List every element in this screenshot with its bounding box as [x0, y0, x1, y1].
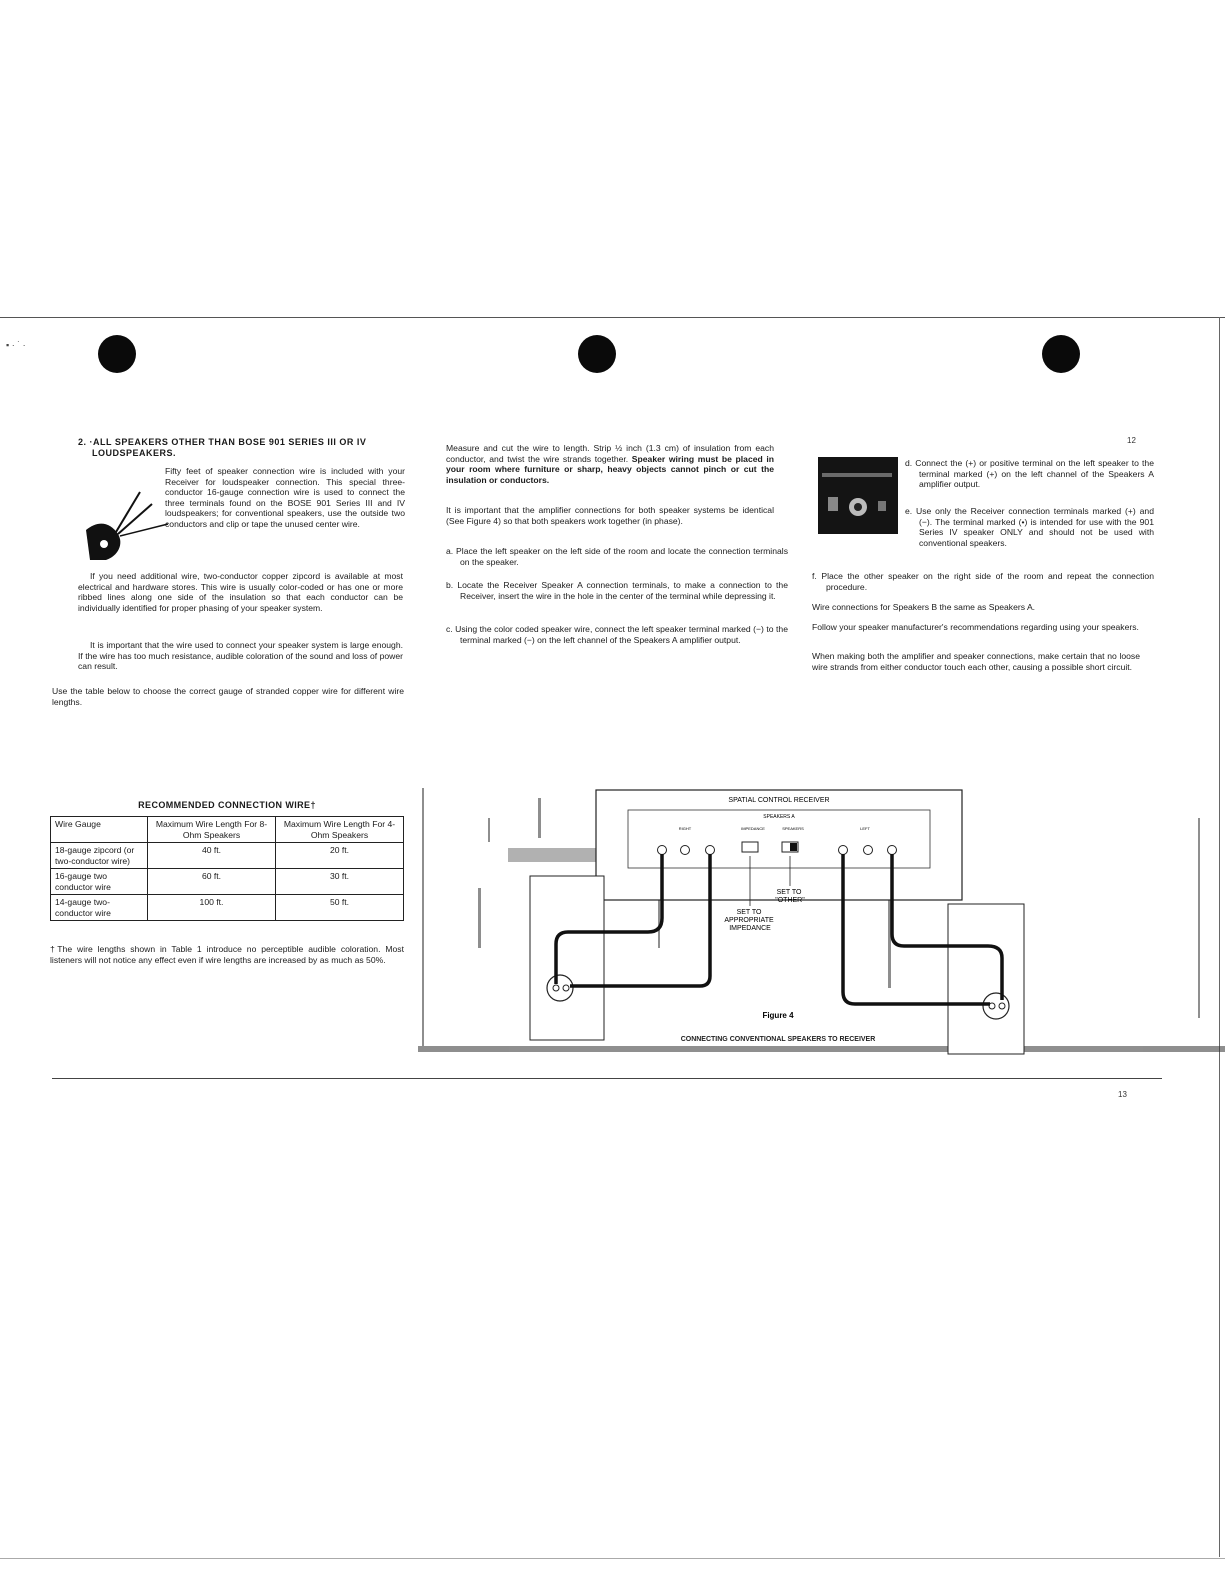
- cell-gauge: 18-gauge zipcord (or two-conductor wire): [51, 843, 148, 869]
- callout-impedance-line2: APPROPRIATE: [724, 917, 774, 924]
- paragraph-wire-size: It is important that the wire used to connect your speaker system is large enough. If the wire has too much resistance, audible coloration of the sound and loss of power can result.: [78, 640, 403, 671]
- terminal-photo: [818, 457, 898, 534]
- step-c: c. Using the color coded speaker wire, connect the left speaker terminal marked (−) to the terminal marked (−) on the left channel of the Speakers A amplifier output.: [446, 624, 788, 645]
- callout-impedance-line1: SET TO: [736, 909, 762, 916]
- table-title: RECOMMENDED CONNECTION WIRE†: [138, 800, 316, 810]
- table-header-row: [51, 817, 404, 843]
- paragraph-phase: It is important that the amplifier connections for both speaker systems be identical (See Figure 4) so that both speakers work together (in phase).: [446, 505, 774, 526]
- header-4-ohm: Maximum Wire Length For 4-Ohm Speakers: [276, 817, 404, 843]
- step-d: d. Connect the (+) or positive terminal on the left speaker to the terminal marked (+) on the left channel of the Speakers A amplifier output.: [905, 458, 1154, 489]
- measure-text: Measure and cut the wire to length. Strip ½ inch (1.3 cm) of insulation from each conductor, and twist the wire strands together.: [446, 443, 774, 464]
- header-wire-gauge: Wire Gauge: [51, 817, 148, 843]
- binder-hole-center: [578, 335, 616, 373]
- paragraph-included-wire: Fifty feet of speaker connection wire is included with your Receiver for loudspeaker connection. This special three-conductor 16-gauge connection wire is used to connect the three terminals found on the BOSE 901 Series III and IV loudspeakers; for conventional speakers, use the outside two conductors and clip or tape the unused center wire.: [165, 466, 405, 529]
- section-heading-line2: LOUDSPEAKERS.: [92, 448, 177, 458]
- paragraph-use-table: Use the table below to choose the correct gauge of stranded copper wire for different wire lengths.: [52, 686, 404, 707]
- scan-specks: ▪ · ˙ ·: [6, 340, 26, 350]
- terminal-right-plus: [706, 846, 715, 855]
- step-b: b. Locate the Receiver Speaker A connection terminals, to make a connection to the Receiver, insert the wire in the hole in the center of the terminal while depressing it.: [446, 580, 788, 601]
- terminal-right-minus: [658, 846, 667, 855]
- paragraph-manufacturer: Follow your speaker manufacturer's recommendations regarding using your speakers.: [812, 622, 1139, 632]
- figure-4-diagram: [418, 778, 1225, 1068]
- figure-caption: Figure 4: [762, 1011, 794, 1020]
- left-channel-label: LEFT: [860, 826, 870, 831]
- step-e: e. Use only the Receiver connection terminals marked (+) and (−). The terminal marked (•) is intended for use with the 901 Series IV speaker ONLY and should not be used with conventional speakers.: [905, 506, 1154, 548]
- callout-impedance-line3: IMPEDANCE: [729, 925, 771, 932]
- wiring-warning: Speaker wiring must be placed in your room where furniture or sharp, heavy objects cannot pinch or cut the insulation or conductors.: [446, 453, 774, 485]
- wire-illustration: [80, 490, 175, 562]
- table-footnote: †The wire lengths shown in Table 1 introduce no perceptible audible coloration. Most listeners will not notice any effect even if wire lengths are increased by as much as 50%.: [50, 944, 404, 965]
- paragraph-measure: [446, 443, 774, 485]
- paragraph-additional-wire: If you need additional wire, two-conductor copper zipcord is available at most electrical and hardware stores. This wire is usually color-coded or has one or more ribbed lines along one side of the insulation so that each conductor can be individually identified for proper phasing of your speaker system.: [78, 571, 403, 613]
- page-number-top: 12: [1127, 436, 1136, 445]
- right-channel-label: RIGHT: [678, 826, 692, 831]
- binder-hole-right: [1042, 335, 1080, 373]
- table-row: [51, 895, 404, 921]
- paragraph-short-circuit: When making both the amplifier and speaker connections, make certain that no loose wire strands from either conductor touch each other, causing a possible short circuit.: [812, 651, 1140, 672]
- wire-gauge-table: [50, 816, 404, 921]
- table-row: [51, 869, 404, 895]
- speakers-a-label: SPEAKERS A: [763, 814, 795, 820]
- impedance-label: IMPEDANCE: [741, 826, 765, 831]
- cell-gauge: 14-gauge two-conductor wire: [51, 895, 148, 921]
- receiver-title: SPATIAL CONTROL RECEIVER: [728, 797, 830, 804]
- receiver-panel: [596, 790, 962, 900]
- callout-other-line2: "OTHER": [775, 897, 805, 904]
- figure-bottom-caption: CONNECTING CONVENTIONAL SPEAKERS TO RECEIVER: [680, 1036, 876, 1043]
- cell-4-ohm: 30 ft.: [276, 869, 404, 895]
- cell-8-ohm: 60 ft.: [148, 869, 276, 895]
- cell-4-ohm: 20 ft.: [276, 843, 404, 869]
- terminal-left-plus: [839, 846, 848, 855]
- paragraph-speakers-b: Wire connections for Speakers B the same as Speakers A.: [812, 602, 1036, 612]
- cell-8-ohm: 40 ft.: [148, 843, 276, 869]
- cell-8-ohm: 100 ft.: [148, 895, 276, 921]
- speaker-type-switch-knob: [790, 843, 797, 851]
- speakers-switch-label: SPEAKERS: [782, 826, 804, 831]
- binder-hole-left: [98, 335, 136, 373]
- callout-other-line1: SET TO: [776, 889, 802, 896]
- cell-4-ohm: 50 ft.: [276, 895, 404, 921]
- step-a: a. Place the left speaker on the left side of the room and locate the connection terminals on the speaker.: [446, 546, 788, 567]
- step-f: f. Place the other speaker on the right side of the room and repeat the connection procedure.: [812, 571, 1154, 592]
- bottom-rule: [52, 1078, 1162, 1079]
- page-number-bottom: 13: [1118, 1090, 1127, 1099]
- left-speaker-cabinet: [530, 876, 604, 1040]
- section-heading-line1: 2. ·ALL SPEAKERS OTHER THAN BOSE 901 SERIES III OR IV: [78, 437, 367, 447]
- callout-impedance: [724, 909, 775, 932]
- terminal-left-dot: [864, 846, 873, 855]
- callout-other: [775, 889, 805, 904]
- table-row: [51, 843, 404, 869]
- terminal-right-dot: [681, 846, 690, 855]
- right-speaker-cabinet: [948, 904, 1024, 1054]
- impedance-switch: [742, 842, 758, 852]
- terminal-left-minus: [888, 846, 897, 855]
- cell-gauge: 16-gauge two conductor wire: [51, 869, 148, 895]
- header-8-ohm: Maximum Wire Length For 8-Ohm Speakers: [148, 817, 276, 843]
